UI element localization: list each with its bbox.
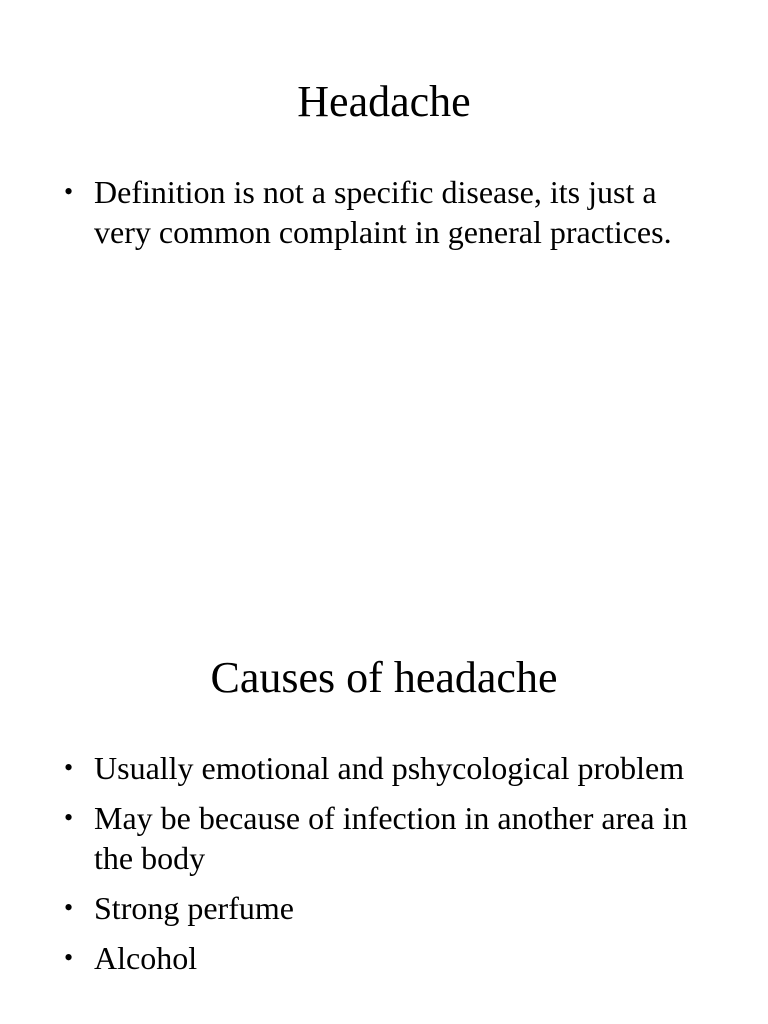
bullet-text: Alcohol <box>94 940 198 976</box>
bullet-item <box>64 888 714 928</box>
bullet-text: May be because of infection in another area in the body <box>94 800 688 876</box>
slide-causes-of-headache <box>0 576 768 1024</box>
bullet-item <box>64 172 714 252</box>
bullet-text: Strong perfume <box>94 890 294 926</box>
bullet-list <box>64 172 714 262</box>
bullet-text: Usually emotional and pshycological problem <box>94 750 685 786</box>
slide-title: Causes of headache <box>210 653 558 702</box>
bullet-icon: • <box>64 893 74 922</box>
bullet-icon: • <box>64 177 74 206</box>
bullet-text: Definition is not a specific disease, its just a very common complaint in general practices. <box>94 174 672 250</box>
bullet-icon: • <box>64 753 74 782</box>
bullet-item <box>64 938 714 978</box>
bullet-icon: • <box>64 803 74 832</box>
bullet-item <box>64 798 714 878</box>
bullet-icon: • <box>64 943 74 972</box>
slide-title: Headache <box>297 77 471 126</box>
bullet-list <box>64 748 714 988</box>
bullet-item <box>64 748 714 788</box>
